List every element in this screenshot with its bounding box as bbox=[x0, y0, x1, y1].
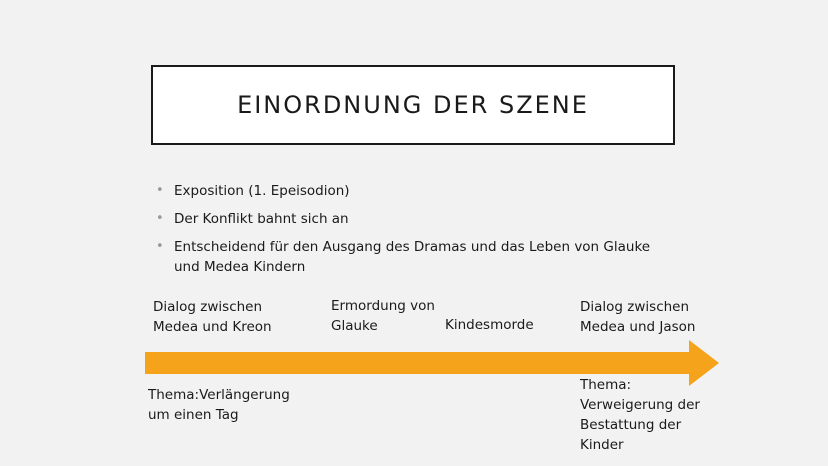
timeline-label-dialog-jason: Dialog zwischen Medea und Jason bbox=[580, 299, 696, 335]
timeline-label-ermordung-glauke: Ermordung von Glauke bbox=[331, 298, 435, 334]
bullet-text: Exposition (1. Epeisodion) bbox=[174, 183, 350, 199]
timeline-theme-verweigerung: Thema: Verweigerung der Bestattung der Kinder bbox=[580, 377, 700, 453]
bullet-item bbox=[156, 181, 676, 201]
bullet-dot-icon: • bbox=[156, 183, 164, 198]
timeline-label-dialog-kreon: Dialog zwischen Medea und Kreon bbox=[153, 299, 272, 335]
bullet-dot-icon: • bbox=[156, 211, 164, 226]
bullet-text: Der Konflikt bahnt sich an bbox=[174, 211, 349, 227]
bullet-text: Entscheidend für den Ausgang des Dramas und das Leben von Glauke und Medea Kindern bbox=[174, 239, 651, 275]
timeline-label-kindesmorde: Kindesmorde bbox=[445, 317, 534, 333]
slide-title: EINORDNUNG DER SZENE bbox=[237, 91, 589, 119]
bullet-item bbox=[156, 209, 676, 229]
title-box bbox=[151, 65, 675, 145]
bullet-item bbox=[156, 237, 676, 277]
bullet-dot-icon: • bbox=[156, 239, 164, 254]
bullet-list bbox=[156, 181, 676, 285]
timeline-theme-verlaengerung: Thema:Verlängerung um einen Tag bbox=[148, 387, 290, 423]
